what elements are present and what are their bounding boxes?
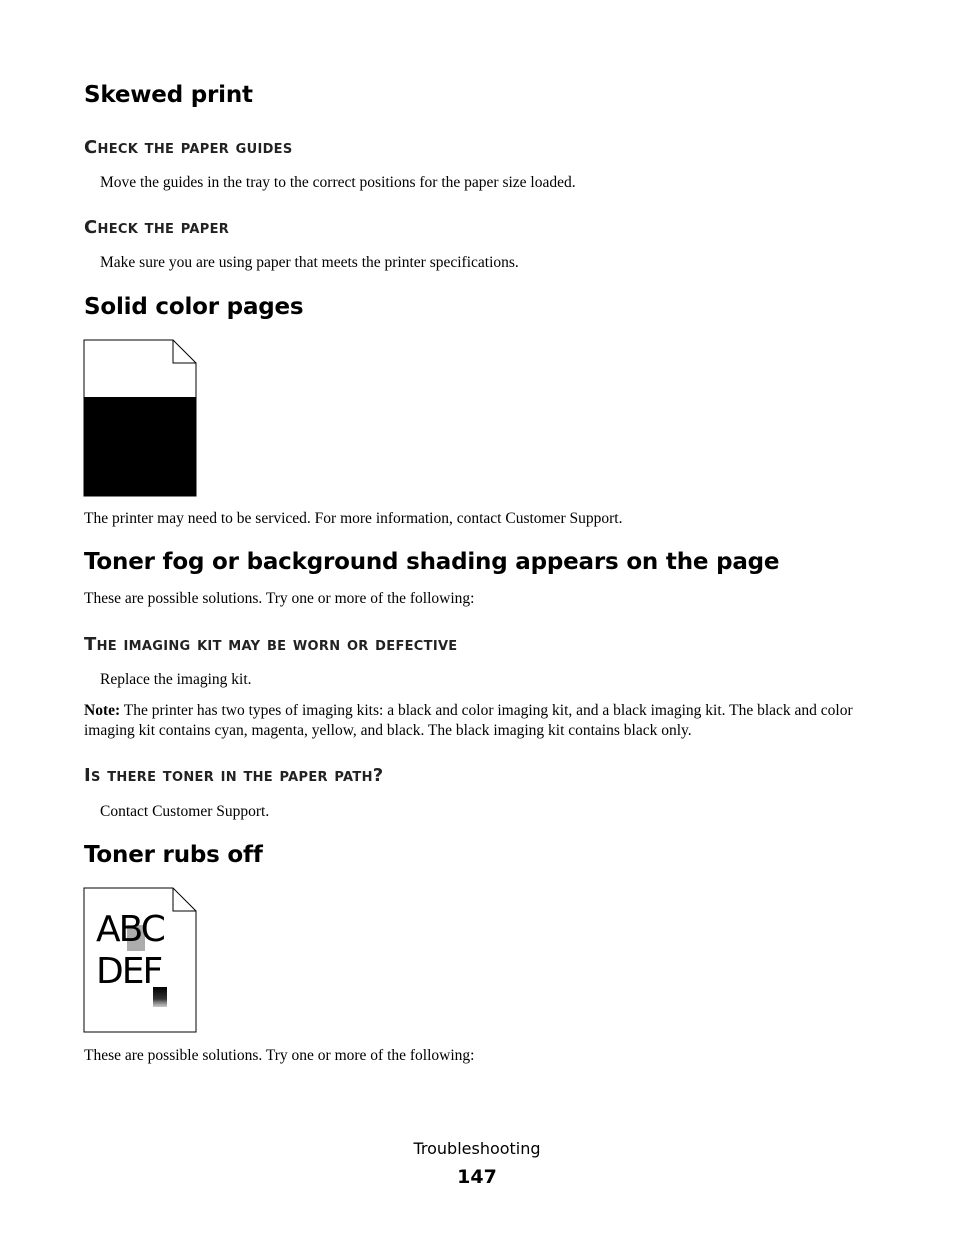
subheading-check-paper-guides: Check the paper guides — [84, 137, 293, 158]
paragraph-solid-color: The printer may need to be serviced. For more information, contact Customer Support. — [84, 510, 623, 527]
figure-text-line1: ABC — [96, 909, 164, 950]
paragraph-contact-support: Contact Customer Support. — [100, 803, 270, 820]
figure-text-line2: DEF — [96, 951, 162, 992]
heading-solid-color-pages: Solid color pages — [84, 294, 304, 320]
subheading-toner-paper-path: Is there toner in the paper path? — [84, 765, 384, 786]
subheading-imaging-kit: The imaging kit may be worn or defective — [84, 634, 458, 655]
footer-section-label: Troubleshooting — [413, 1139, 541, 1158]
paragraph-fog-intro: These are possible solutions. Try one or more of the following: — [84, 590, 475, 607]
note-text: The printer has two types of imaging kits: a black and color imaging kit, and a black imaging kit. The black and color imaging kit contains cyan, magenta, yellow, and black. The black imaging kit contains black only. — [84, 702, 853, 739]
heading-skewed-print: Skewed print — [84, 82, 253, 108]
note-imaging-kits — [84, 701, 864, 741]
subheading-check-paper: Check the paper — [84, 217, 230, 238]
note-label: Note: — [84, 702, 121, 719]
figure-text — [96, 909, 164, 993]
paragraph-check-paper: Make sure you are using paper that meets the printer specifications. — [100, 254, 519, 271]
heading-toner-fog: Toner fog or background shading appears on the page — [84, 549, 780, 575]
solid-page-illustration — [83, 339, 198, 497]
page-number: 147 — [457, 1166, 497, 1188]
paragraph-replace-imaging-kit: Replace the imaging kit. — [100, 671, 252, 688]
paragraph-rubs-intro: These are possible solutions. Try one or more of the following: — [84, 1047, 475, 1064]
paragraph-paper-guides: Move the guides in the tray to the correct positions for the paper size loaded. — [100, 174, 576, 191]
heading-toner-rubs-off: Toner rubs off — [84, 842, 263, 868]
toner-rubs-illustration — [83, 887, 198, 1034]
